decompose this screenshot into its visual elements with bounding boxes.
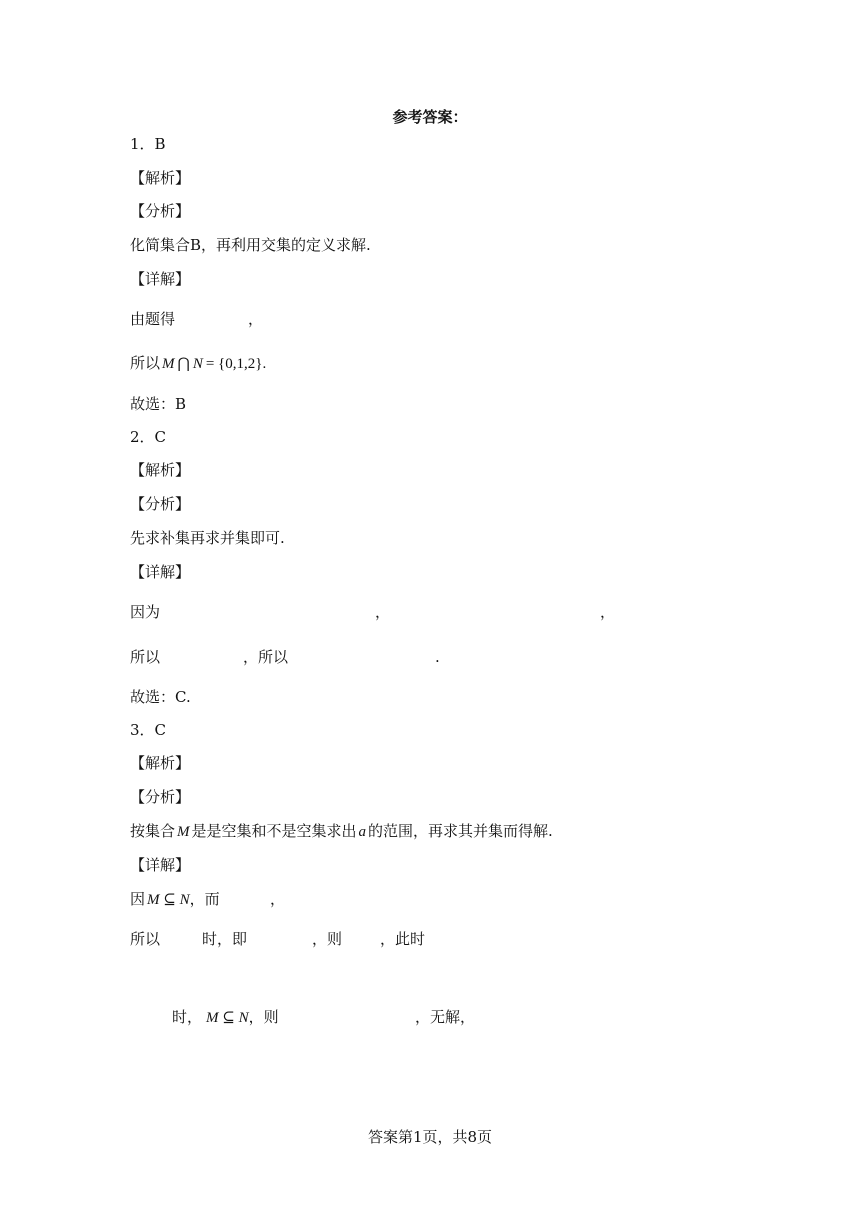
set-n-symbol: N [192, 356, 203, 372]
question-2-fenxi-heading: 【分析】 [130, 495, 191, 513]
so-label-2: ，所以 [243, 648, 289, 666]
analysis-part-b: 是是空集和不是空集求出 [191, 822, 357, 840]
question-3-jiexi-heading: 【解析】 [130, 754, 191, 772]
set-m-symbol: M [177, 824, 190, 840]
ze-label: ，则 [312, 930, 343, 948]
question-2-number: 2．C [130, 428, 167, 446]
er-label: ，而 [189, 890, 220, 908]
question-3-number: 3．C [130, 721, 167, 739]
question-1-xiangjie-heading: 【详解】 [130, 270, 191, 288]
shi-ji-label: 时，即 [202, 930, 248, 948]
step-1-comma-1: ， [375, 603, 391, 621]
question-2-answer: 故选：C. [130, 688, 191, 706]
analysis-part-c: 的范围，再求其并集而得解. [368, 822, 553, 840]
variable-a-symbol: a [358, 824, 367, 840]
question-1-step-2 [130, 353, 266, 374]
page-footer: 答案第1页，共8页 [367, 1128, 493, 1146]
question-1-analysis: 化简集合B，再利用交集的定义求解. [130, 236, 371, 254]
question-1-step-1 [130, 309, 264, 329]
question-3-step-1 [130, 889, 286, 910]
yin-label: 因 [130, 890, 146, 908]
question-2-step-2 [130, 647, 440, 667]
step-1-comma: ， [248, 310, 264, 328]
question-1-answer: 故选：B [130, 395, 187, 413]
intersection-symbol: ⋂ [177, 356, 190, 372]
question-2-xiangjie-heading: 【详解】 [130, 563, 191, 581]
so-label-1: 所以 [130, 648, 161, 666]
step-1-comma: ， [270, 890, 286, 908]
subset-expression: M ⊆ N [147, 892, 190, 908]
intersection-result: = {0,1,2}. [205, 356, 267, 372]
cishi-label: ，此时 [380, 930, 426, 948]
question-2-step-1 [130, 602, 616, 622]
question-1-jiexi-heading: 【解析】 [130, 169, 191, 187]
suoyi-label: 所以 [130, 930, 161, 948]
question-3-step-2 [130, 929, 426, 949]
page-title: 参考答案： [392, 108, 468, 126]
step-2-prefix: 所以 [130, 354, 161, 372]
step-1-prefix: 由题得 [130, 310, 176, 328]
step-1-comma-2: ， [600, 603, 616, 621]
question-1-number: 1．B [130, 135, 166, 153]
set-m-symbol: M [162, 356, 175, 372]
shi-label: 时， [172, 1008, 203, 1026]
step-2-period: . [435, 648, 440, 666]
question-1-fenxi-heading: 【分析】 [130, 202, 191, 220]
because-label: 因为 [130, 603, 161, 621]
question-3-xiangjie-heading: 【详解】 [130, 856, 191, 874]
subset-expression-2: M ⊆ N [206, 1010, 249, 1026]
question-2-analysis: 先求补集再求并集即可. [130, 529, 285, 547]
analysis-part-a: 按集合 [130, 822, 176, 840]
question-3-fenxi-heading: 【分析】 [130, 788, 191, 806]
ze-label-2: ，则 [248, 1008, 279, 1026]
question-3-analysis [130, 821, 553, 842]
question-2-jiexi-heading: 【解析】 [130, 461, 191, 479]
wujie-label: ，无解， [415, 1008, 476, 1026]
question-3-step-3 [172, 1007, 476, 1028]
